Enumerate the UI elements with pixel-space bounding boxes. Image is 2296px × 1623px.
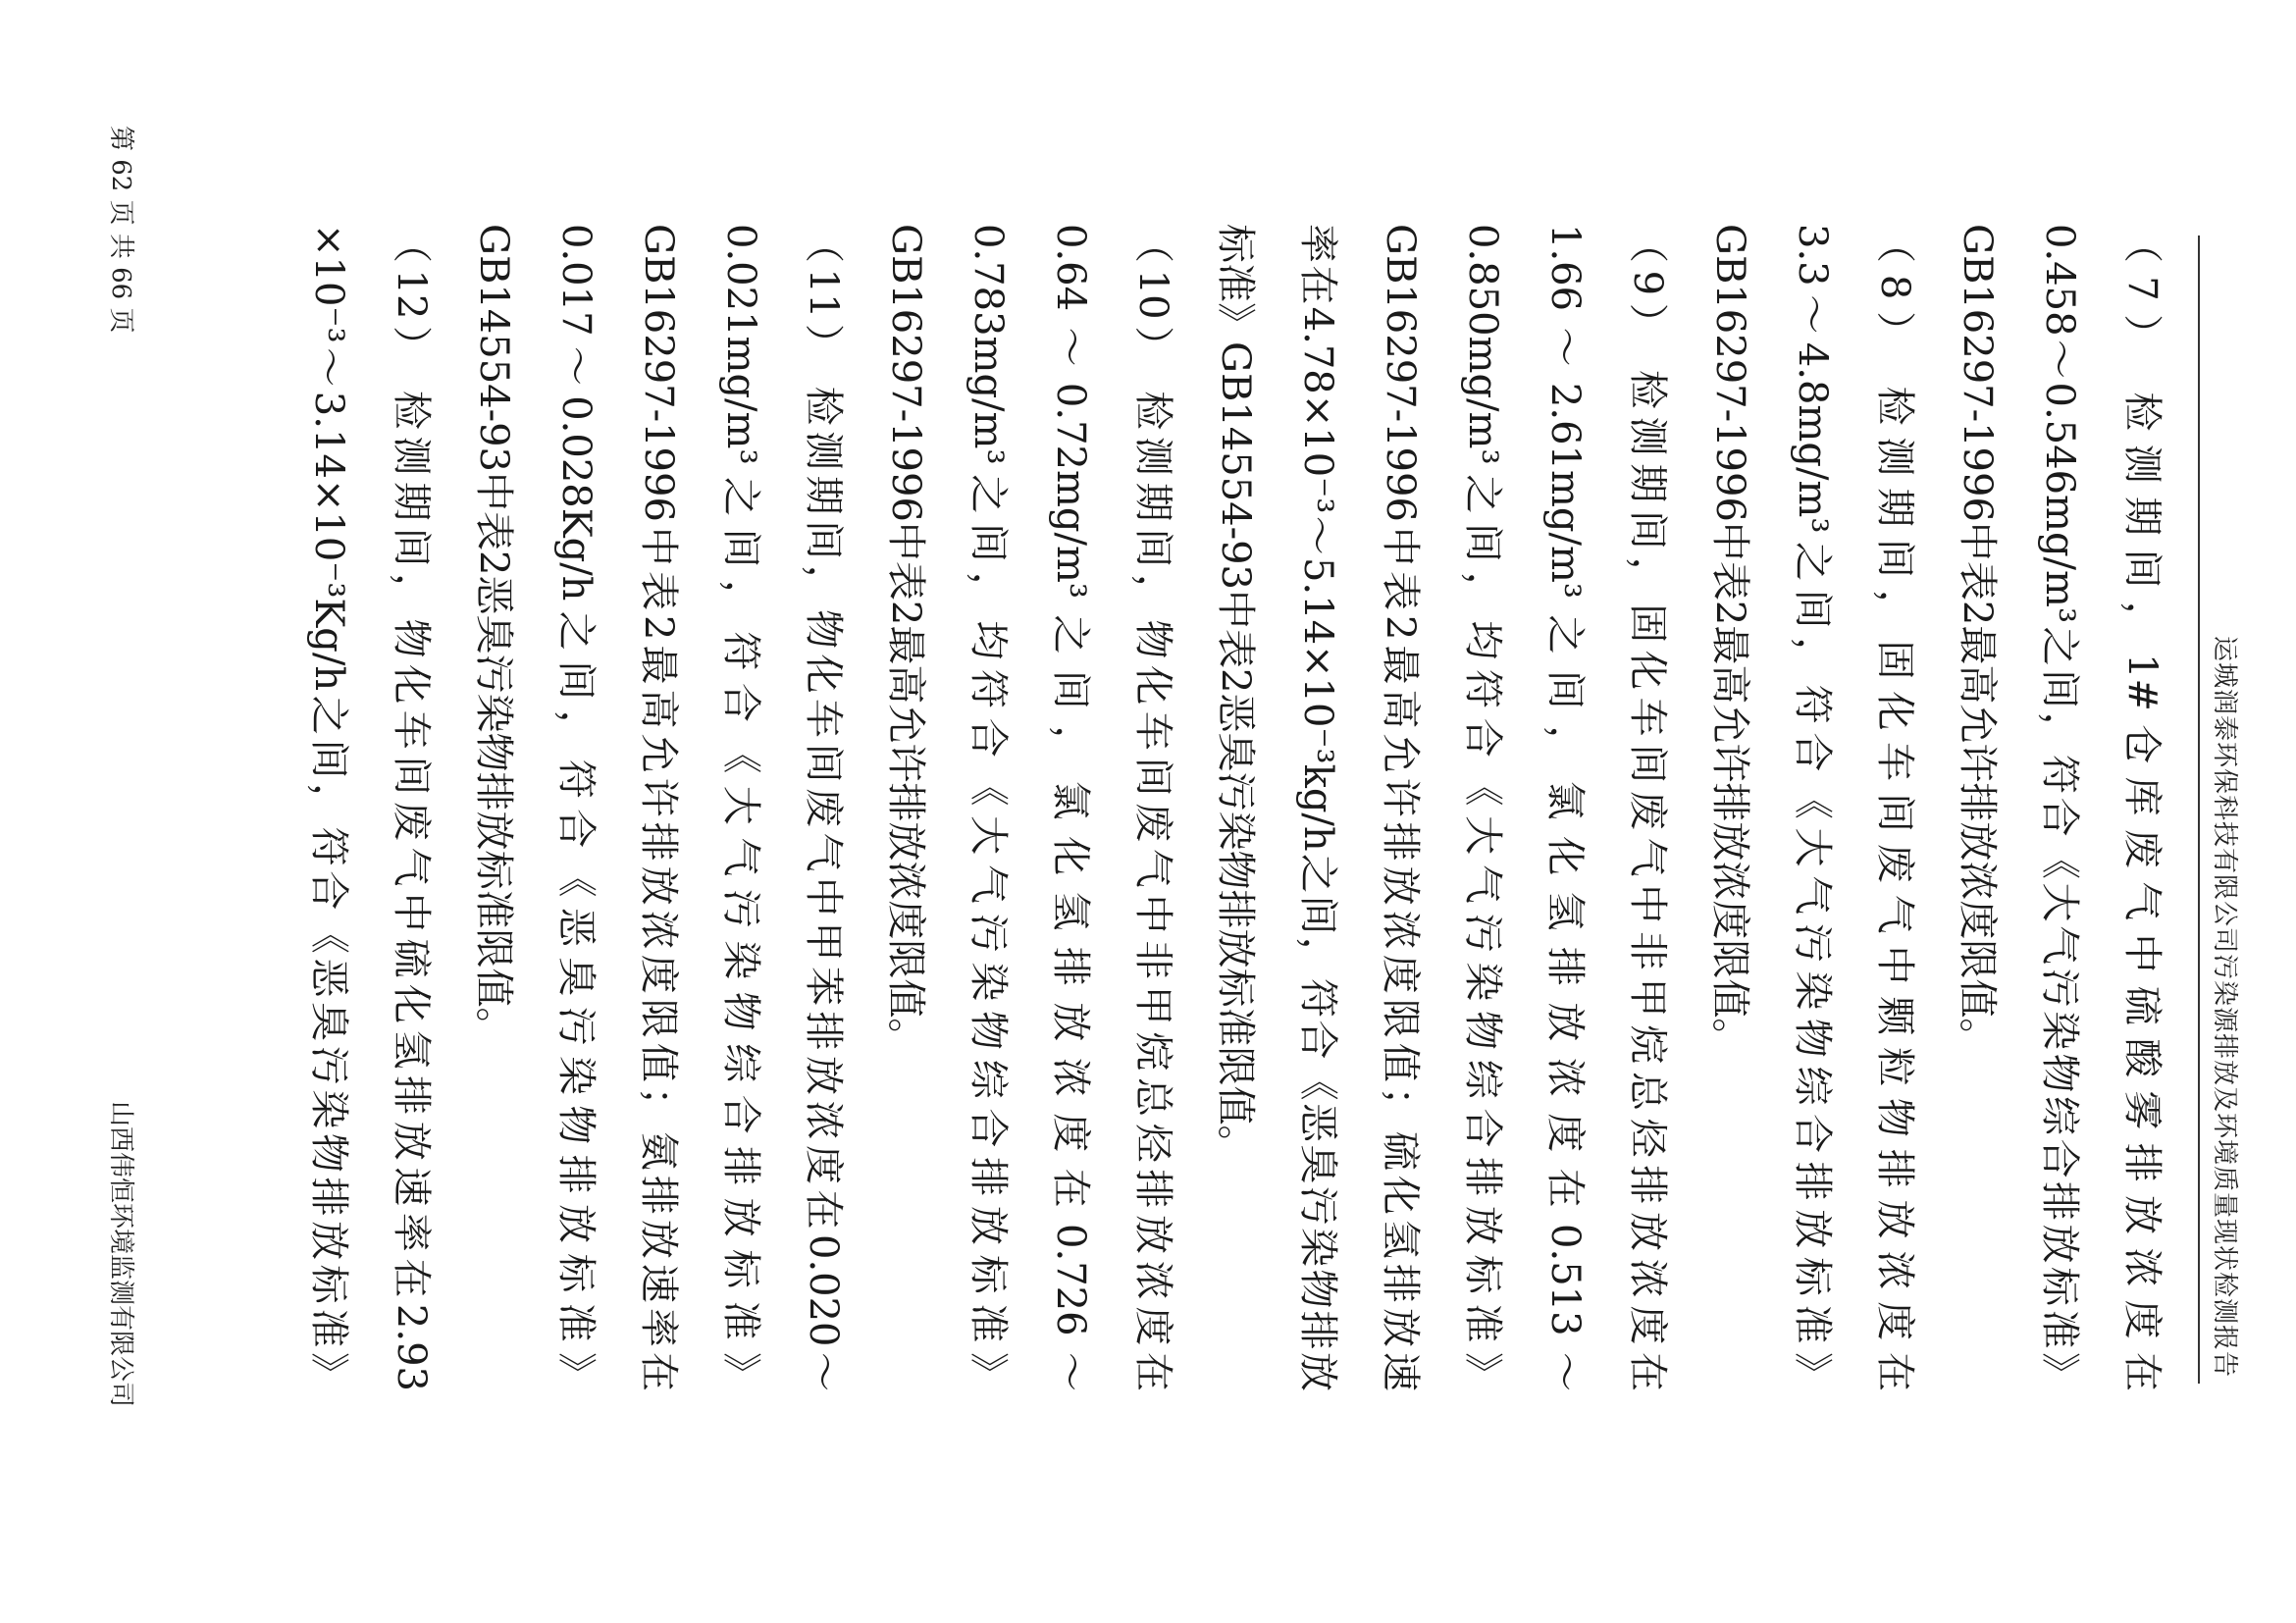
- body-line: 0.783mg/m³之间，均符合《大气污染物综合排放标准》: [965, 224, 1011, 1391]
- body-line: 1.66～2.61mg/m³之间，氯化氢排放浓度在0.513～: [1542, 224, 1588, 1391]
- body-line: 0.458～0.546mg/m³之间，符合《大气污染物综合排放标准》: [2037, 224, 2082, 1391]
- report-body: [287, 224, 2183, 1391]
- body-line: （8） 检测期间，固化车间废气中颗粒物排放浓度在: [1872, 224, 1917, 1391]
- body-line: GB16297-1996中表2最高允许排放浓度限值。: [883, 224, 928, 1058]
- header-divider: [2198, 236, 2200, 1384]
- page-number: 第 62 页 共 66 页: [106, 126, 135, 334]
- body-line: （9） 检测期间，固化车间废气中非甲烷总烃排放浓度在: [1625, 224, 1670, 1391]
- body-line: （12） 检测期间，物化车间废气中硫化氢排放速率在2.93: [389, 224, 434, 1391]
- body-line: GB16297-1996中表2最高允许排放浓度限值。: [1955, 224, 2000, 1058]
- body-line: 0.64～0.72mg/m³之间，氯化氢排放浓度在0.726～: [1048, 224, 1093, 1391]
- body-line: GB16297-1996中表2最高允许排放浓度限值；氨排放速率在: [636, 224, 681, 1391]
- body-line: 标准》GB14554-93中表2恶臭污染物排放标准限值。: [1213, 224, 1258, 1165]
- body-line: 0.021mg/m³之间，符合《大气污染物综合排放标准》: [718, 224, 763, 1391]
- body-line: 0.850mg/m³之间，均符合《大气污染物综合排放标准》: [1460, 224, 1505, 1391]
- footer-company: 山西伟恒环境监测有限公司: [106, 1100, 135, 1407]
- body-line: GB16297-1996中表2最高允许排放浓度限值。: [1707, 224, 1752, 1058]
- body-line: （11） 检测期间，物化车间废气中甲苯排放浓度在0.020～: [801, 224, 846, 1391]
- body-line: 率在4.78×10⁻³～5.14×10⁻³kg/h之间，符合《恶臭污染物排放: [1295, 224, 1340, 1391]
- body-line: ×10⁻³～3.14×10⁻³Kg/h之间，符合《恶臭污染物排放标准》: [306, 224, 351, 1391]
- body-line: GB14554-93中表2恶臭污染物排放标准限值。: [471, 224, 516, 1047]
- body-line: （10） 检测期间，物化车间废气中非甲烷总烃排放浓度在: [1130, 224, 1175, 1391]
- report-header-title: 运城润泰环保科技有限公司污染源排放及环境质量现状检测报告: [2210, 635, 2239, 1378]
- body-line: （7） 检测期间，1#仓库废气中硫酸雾排放浓度在: [2119, 224, 2165, 1391]
- page-footer: [102, 126, 141, 1407]
- body-line: 3.3～4.8mg/m³之间，符合《大气污染物综合排放标准》: [1790, 224, 1835, 1391]
- body-line: 0.017～0.028Kg/h之间，符合《恶臭污染物排放标准》: [553, 224, 599, 1391]
- body-line: GB16297-1996中表2最高允许排放浓度限值；硫化氢排放速: [1378, 224, 1423, 1391]
